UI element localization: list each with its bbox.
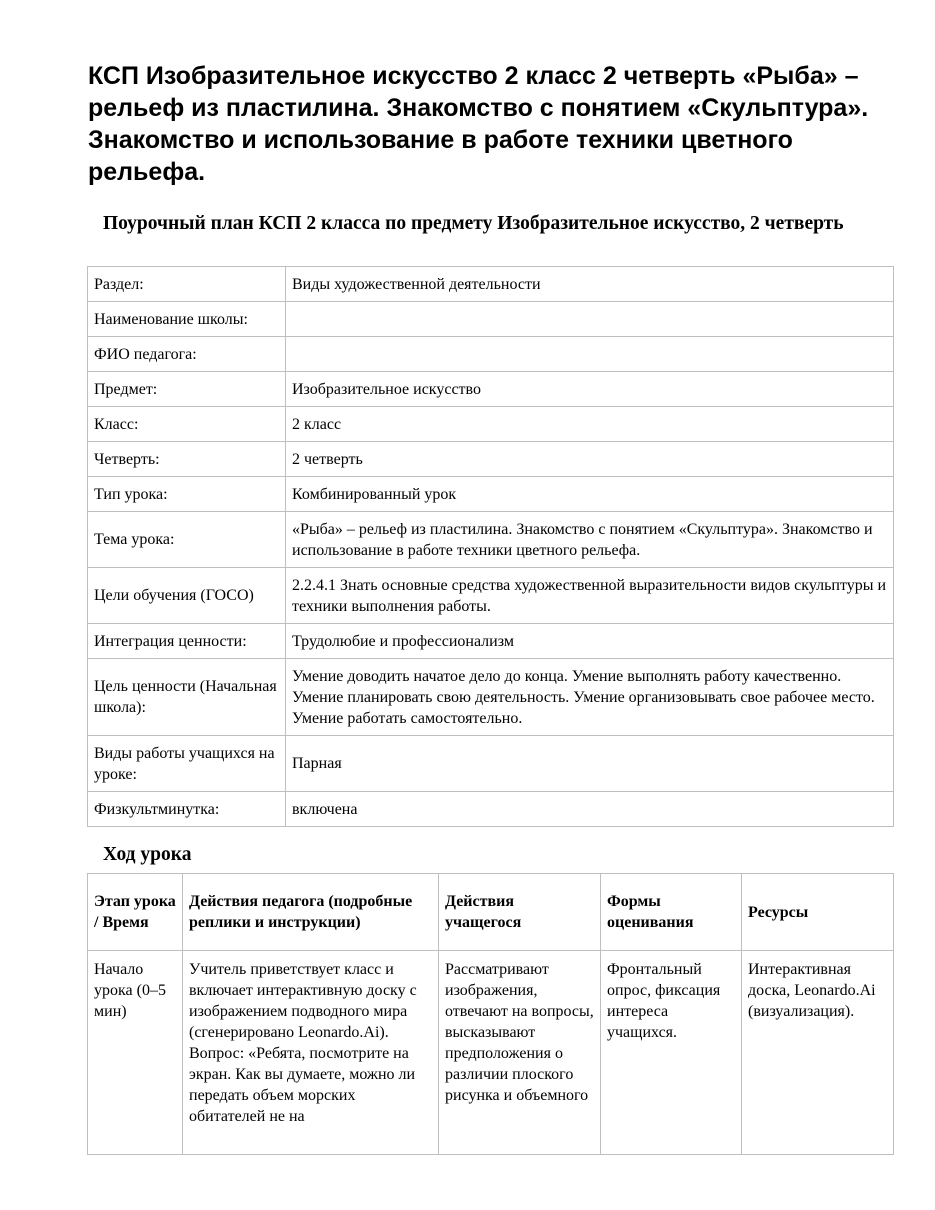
info-label: Раздел: <box>88 267 286 302</box>
table-row <box>88 951 894 1155</box>
info-row-quarter <box>88 442 894 477</box>
info-label: Цели обучения (ГОСО) <box>88 568 286 624</box>
info-label: Физкультминутка: <box>88 792 286 827</box>
info-value: Умение доводить начатое дело до конца. Умение выполнять работу качественно. Умение планировать свою деятельность. Умение организовывать свое рабочее место. Умение работать самостоятельно. <box>286 659 894 736</box>
info-row-lesson-type <box>88 477 894 512</box>
header-student-actions: Действия учащегося <box>439 874 601 951</box>
info-label: Наименование школы: <box>88 302 286 337</box>
info-value: Комбинированный урок <box>286 477 894 512</box>
info-value: 2 класс <box>286 407 894 442</box>
info-row-work-types <box>88 736 894 792</box>
info-label: Виды работы учащихся на уроке: <box>88 736 286 792</box>
info-value: 2 четверть <box>286 442 894 477</box>
header-teacher-actions: Действия педагога (подробные реплики и инструкции) <box>183 874 439 951</box>
info-value: 2.2.4.1 Знать основные средства художественной выразительности видов скульптуры и техники выполнения работы. <box>286 568 894 624</box>
info-value: Трудолюбие и профессионализм <box>286 624 894 659</box>
info-value <box>286 302 894 337</box>
info-label: Тема урока: <box>88 512 286 568</box>
cell-resources <box>742 951 894 1155</box>
info-label: Предмет: <box>88 372 286 407</box>
header-stage-time: Этап урока / Время <box>88 874 183 951</box>
info-value: «Рыба» – рельеф из пластилина. Знакомство с понятием «Скульптура». Знакомство и использование в работе техники цветного рельефа. <box>286 512 894 568</box>
info-row-grade <box>88 407 894 442</box>
cell-text: Учитель приветствует класс и включает интерактивную доску с изображением подводного мира (сгенерировано Leonardo.Ai). Вопрос: «Ребята, посмотрите на экран. Как вы думаете, можно ли передать объем морских обитателей не на <box>189 961 417 1125</box>
header-resources: Ресурсы <box>742 874 894 951</box>
info-row-values <box>88 624 894 659</box>
info-label: Тип урока: <box>88 477 286 512</box>
info-label: Цель ценности (Начальная школа): <box>88 659 286 736</box>
info-label: Четверть: <box>88 442 286 477</box>
table-header-row <box>88 874 894 951</box>
info-row-topic <box>88 512 894 568</box>
cell-student-actions <box>439 951 601 1155</box>
info-value: Изобразительное искусство <box>286 372 894 407</box>
lesson-progress-table <box>87 873 894 1155</box>
info-value: Парная <box>286 736 894 792</box>
cell-text: Интерактивная доска, Leonardo.Ai (визуализация). <box>748 961 876 1020</box>
info-label: Интеграция ценности: <box>88 624 286 659</box>
info-row-objectives <box>88 568 894 624</box>
info-row-value-goal <box>88 659 894 736</box>
info-row-school <box>88 302 894 337</box>
cell-teacher-actions <box>183 951 439 1155</box>
cell-assessment-forms <box>601 951 742 1155</box>
info-label: Класс: <box>88 407 286 442</box>
cell-text: Начало урока (0–5 мин) <box>94 961 166 1020</box>
cell-text: Рассматривают изображения, отвечают на вопросы, высказывают предположения о различии плоского рисунка и объемного <box>445 961 594 1104</box>
info-label: ФИО педагога: <box>88 337 286 372</box>
lesson-info-table <box>87 266 894 827</box>
header-assessment-forms: Формы оценивания <box>601 874 742 951</box>
info-value <box>286 337 894 372</box>
cell-stage-time <box>88 951 183 1155</box>
cell-text: Фронтальный опрос, фиксация интереса учащихся. <box>607 961 721 1041</box>
page-title: КСП Изобразительное искусство 2 класс 2 четверть «Рыба» – рельеф из пластилина. Знакомство с понятием «Скульптура». Знакомство и использование в работе техники цветного рельефа. <box>88 62 869 186</box>
info-row-section <box>88 267 894 302</box>
plan-heading: Поурочный план КСП 2 класса по предмету Изобразительное искусство, 2 четверть <box>103 213 844 234</box>
info-row-subject <box>88 372 894 407</box>
info-value: Виды художественной деятельности <box>286 267 894 302</box>
info-row-teacher <box>88 337 894 372</box>
lesson-progress-heading: Ход урока <box>103 844 192 865</box>
info-row-exercise-break <box>88 792 894 827</box>
info-value: включена <box>286 792 894 827</box>
